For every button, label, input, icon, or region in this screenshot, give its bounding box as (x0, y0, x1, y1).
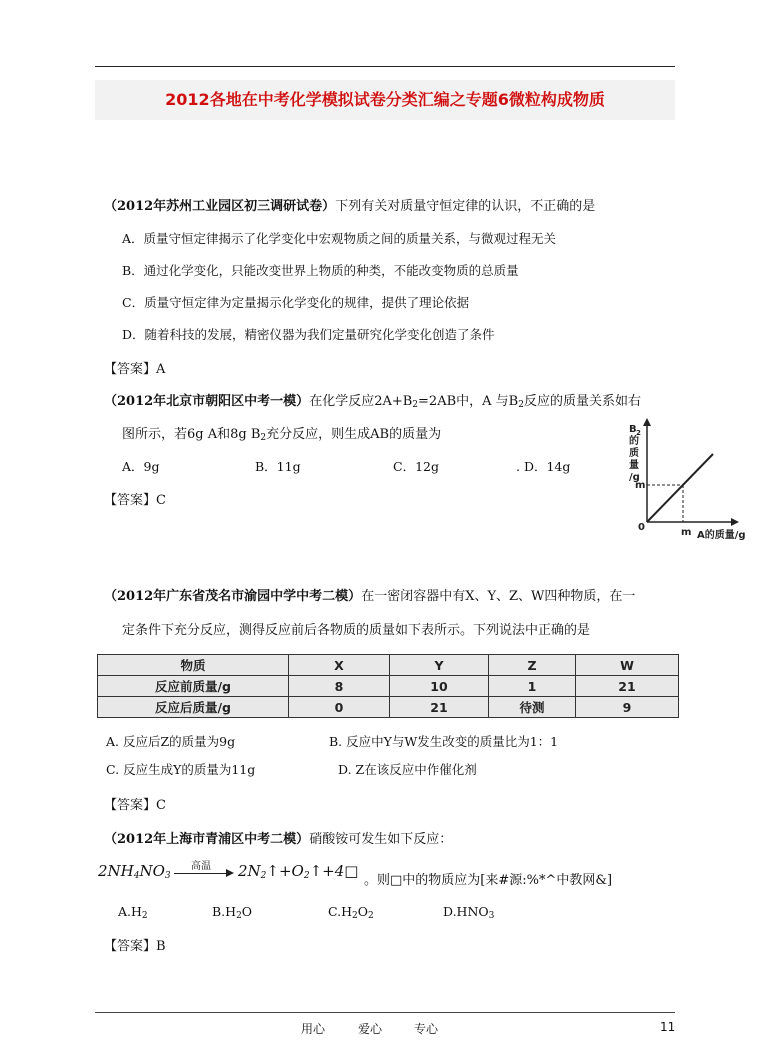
q4-option-c-text: C.H (328, 904, 352, 919)
table-cell: 0 (289, 697, 390, 718)
q2-stem-b: =2AB中，A 与B (418, 394, 519, 409)
eq-mid: NO (139, 862, 165, 880)
eq-sub4: 2 (303, 871, 310, 881)
table-row (98, 655, 679, 676)
q4-option-a-text: A.H (118, 904, 142, 919)
graph-ylabel-de: 的 (629, 436, 639, 447)
graph-line (647, 454, 713, 522)
q4-after: 。则□中的物质应为[来#源:%*^中教网&] (364, 873, 613, 888)
graph-ylabel-b: B (629, 424, 637, 435)
eq-up2: ↑+4□ (309, 862, 359, 880)
q4-stem-line (104, 828, 452, 847)
q4-option-b (212, 904, 252, 921)
graph-ylabel-liang: 量 (629, 460, 639, 471)
q2-source: （2012年北京市朝阳区中考一模） (104, 394, 310, 409)
q4-equation-right (238, 862, 358, 881)
graph-ylabel-unit: /g (629, 472, 640, 483)
footer-item: 爱心 (358, 1022, 383, 1036)
q4-source: （2012年上海市青浦区中考二模） (104, 832, 310, 847)
q2-line2-b: 充分反应，则生成AB的质量为 (266, 427, 442, 442)
q4-option-c-sub: 2 (352, 911, 358, 921)
q4-option-c (328, 904, 374, 921)
q4-option-d-text: D.HNO (443, 904, 489, 919)
q4-equation (98, 862, 171, 881)
q2-answer: 【答案】C (104, 493, 166, 508)
top-rule (95, 66, 675, 67)
q1-stem: 下列有关对质量守恒定律的认识，不正确的是 (335, 199, 596, 214)
q1-option-a: A．质量守恒定律揭示了化学变化中宏观物质之间的质量关系，与微观过程无关 (122, 231, 557, 246)
eq-up1: ↑+O (266, 862, 304, 880)
graph-tick-x: m (681, 527, 692, 538)
q3-stem-line (104, 585, 635, 604)
q4-option-d-sub: 3 (488, 911, 495, 921)
q2-stem-a: 在化学反应2A+B (309, 394, 413, 409)
q2-option-a: A．9g (122, 459, 160, 474)
graph-origin: 0 (638, 522, 645, 533)
table-cell: 反应前质量/g (98, 676, 289, 697)
q1-source: （2012年苏州工业园区初三调研试卷） (104, 199, 336, 214)
q3-option-d: D. Z在该反应中作催化剂 (338, 762, 477, 777)
q2-line2-a: 图所示，若6g A和8g B (122, 427, 261, 442)
q2-sub2: 2 (518, 400, 524, 410)
bottom-rule (95, 1012, 675, 1013)
footer-item: 用心 (301, 1022, 326, 1036)
q2-option-d: . D．14g (516, 459, 571, 474)
q4-option-a (118, 904, 148, 921)
q3-option-a: A. 反应后Z的质量为9g (106, 734, 236, 749)
table-cell: 21 (390, 697, 489, 718)
graph-ylabel-sub: 2 (636, 429, 641, 437)
q1-stem-line (104, 195, 595, 214)
table-row (98, 697, 679, 718)
q3-answer: 【答案】C (104, 798, 166, 813)
q4-option-b-text: B.H (212, 904, 237, 919)
q4-stem: 硝酸铵可发生如下反应： (309, 832, 453, 847)
q3-stem-line2: 定条件下充分反应，测得反应前后各物质的质量如下表所示。下列说法中正确的是 (122, 623, 591, 638)
q4-answer: 【答案】B (104, 939, 166, 954)
table-header-cell: 物质 (98, 655, 289, 676)
table-cell: 21 (576, 676, 679, 697)
eq-sub1: 4 (133, 871, 140, 881)
eq-condition: 高温 (191, 861, 211, 872)
table-cell: 待测 (489, 697, 576, 718)
page-number: 11 (660, 1020, 676, 1034)
q3-option-b: B. 反应中Y与W发生改变的质量比为1：1 (329, 734, 559, 749)
q2-sub1: 2 (412, 400, 419, 410)
q4-option-a-sub: 2 (141, 911, 148, 921)
graph-ylabel-zhi: 质 (629, 448, 639, 459)
eq-left: 2NH (98, 862, 134, 880)
table-header-cell: X (289, 655, 390, 676)
table-cell: 1 (489, 676, 576, 697)
table-header-cell: Y (390, 655, 489, 676)
graph-y-arrow (643, 418, 651, 426)
eq-sub2: 3 (164, 871, 171, 881)
q3-option-c: C. 反应生成Y的质量为11g (106, 762, 256, 777)
q1-answer: 【答案】A (104, 362, 166, 377)
q1-option-d: D．随着科技的发展，精密仪器为我们定量研究化学变化创造了条件 (122, 327, 495, 342)
table-cell: 反应后质量/g (98, 697, 289, 718)
q2-stem-line (104, 390, 641, 410)
eq-sub3: 2 (260, 871, 267, 881)
table-header-cell: Z (489, 655, 576, 676)
graph-x-arrow (731, 518, 739, 526)
footer-item: 专心 (414, 1022, 439, 1036)
q1-option-c: C．质量守恒定律为定量揭示化学变化的规律，提供了理论依据 (122, 295, 470, 310)
q2-mass-graph (615, 418, 765, 548)
table-cell: 8 (289, 676, 390, 697)
q2-option-c: C．12g (393, 459, 439, 474)
q4-option-b-sub: 2 (236, 911, 242, 921)
page-title: 2012各地在中考化学模拟试卷分类汇编之专题6微粒构成物质 (95, 80, 675, 120)
q2-stem-c: 反应的质量关系如右 (523, 394, 641, 409)
q4-option-c-sub2: 2 (367, 911, 374, 921)
q4-option-b-tail: O (241, 904, 253, 919)
q2-stem-line2 (122, 423, 441, 443)
q1-option-b: B．通过化学变化，只能改变世界上物质的种类，不能改变物质的总质量 (122, 263, 519, 278)
q2-option-b: B．11g (255, 459, 301, 474)
eq-arrow-head (226, 869, 234, 877)
q3-mass-table (97, 654, 679, 718)
eq-right1: 2N (238, 862, 261, 880)
q3-stem: 在一密闭容器中有X、Y、Z、W四种物质，在一 (361, 589, 636, 604)
q3-source: （2012年广东省茂名市渝园中学中考二模） (104, 589, 362, 604)
q2-line2-sub: 2 (260, 433, 267, 443)
q4-option-d (443, 904, 494, 921)
graph-tick-y: m (635, 480, 646, 491)
table-cell: 10 (390, 676, 489, 697)
table-cell: 9 (576, 697, 679, 718)
table-header-cell: W (576, 655, 679, 676)
graph-xlabel: A的质量/g (697, 530, 746, 541)
q4-option-c-tail: O (357, 904, 368, 919)
eq-arrow-line (174, 873, 228, 874)
table-row (98, 676, 679, 697)
